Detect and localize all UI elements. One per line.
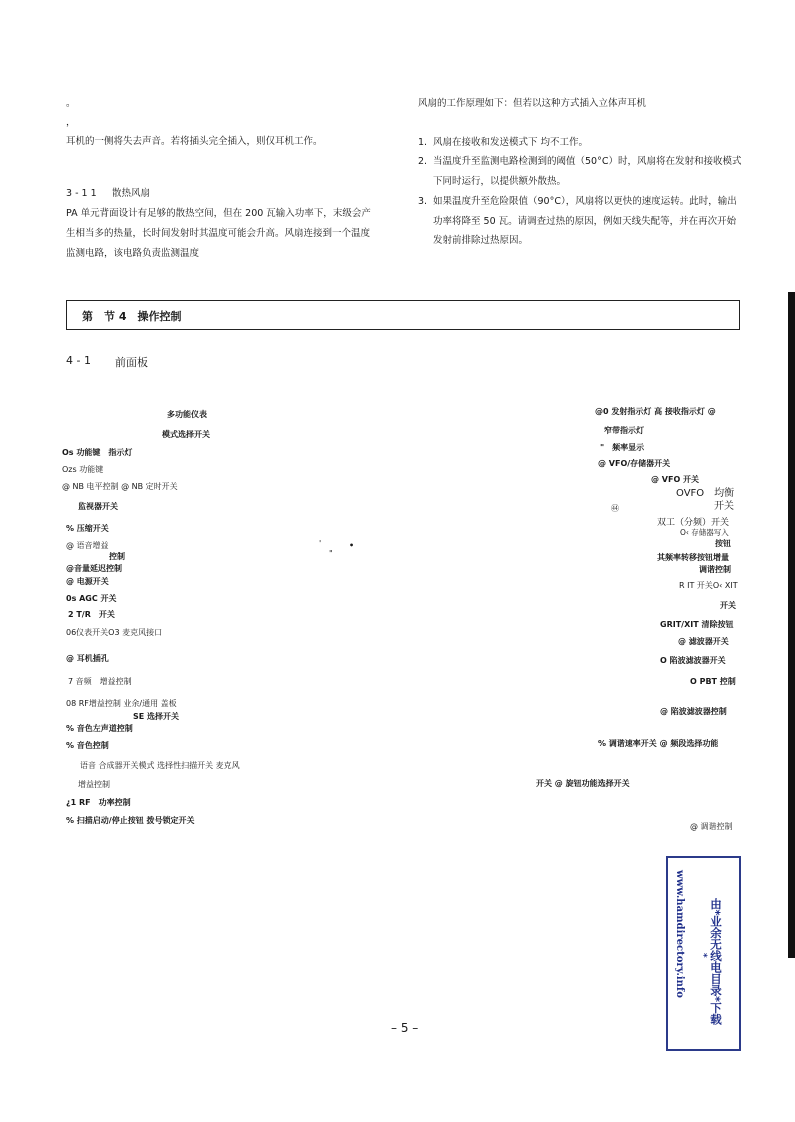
subsection-number: 4 - 1	[66, 354, 91, 367]
stamp-title: 由*业余无线电目录*下载	[709, 898, 723, 1026]
callout-label: @音量延迟控制	[66, 564, 122, 573]
list-number: 2.	[418, 156, 428, 167]
callout-label: 按钮	[715, 539, 731, 548]
callout-label: @ 调谐控制	[690, 822, 733, 831]
callout-label: 控制	[109, 552, 125, 561]
callout-label: Ozs 功能键	[62, 465, 104, 474]
callout-label: 开关	[714, 501, 734, 512]
callout-label: 08 RF增益控制 业余/通用 盖板	[66, 699, 177, 708]
callout-label: % 音色控制	[66, 741, 109, 750]
list-item	[418, 133, 743, 153]
callout-label: @ VFO/存储器开关	[598, 459, 671, 468]
callout-label: O‹ 存储器写入	[680, 528, 729, 537]
callout-label: @ 滤波器开关	[678, 637, 729, 646]
body-text-line: ，	[66, 117, 76, 128]
callout-label: 开关	[720, 601, 736, 610]
callout-label: OVFO 均衡	[676, 488, 735, 499]
callout-label: @0 发射指示灯 高 接收指示灯 @	[595, 407, 716, 416]
body-text-line: 。	[66, 98, 76, 109]
callout-label: ㊹	[611, 504, 619, 513]
callout-label: 双工（分频）开关	[657, 518, 730, 528]
section-title: 第 节 4 操作控制	[82, 310, 182, 323]
callout-label: O 陷波滤波器开关	[660, 656, 726, 665]
stamp-star: *	[698, 953, 708, 958]
stray-mark: "	[329, 549, 333, 558]
callout-label: @ 语音增益	[66, 541, 109, 550]
callout-label: 语音 合成器开关模式 选择性扫描开关 麦克风	[80, 761, 240, 770]
stray-mark: '	[319, 539, 322, 548]
callout-label: 模式选择开关	[162, 430, 210, 439]
callout-label: 窄带指示灯	[604, 426, 644, 435]
callout-label: O PBT 控制	[690, 677, 736, 686]
callout-label: 2 T/R 开关	[68, 610, 115, 619]
callout-label: 0s AGC 开关	[66, 594, 117, 603]
download-stamp	[666, 856, 741, 1051]
callout-label: R IT 开关O‹ XIT	[679, 581, 738, 590]
body-text-line: 生相当多的热量，长时间发射时其温度可能会升高。风扇连接到一个温度	[66, 228, 371, 239]
callout-label: @ 电源开关	[66, 577, 109, 586]
callout-label: Os 功能键 指示灯	[62, 448, 133, 457]
callout-label: 多功能仪表	[167, 410, 207, 419]
callout-label: % 压缩开关	[66, 524, 109, 533]
callout-label: @ VFO 开关	[651, 475, 700, 484]
body-text-line: 耳机的一侧将失去声音。若将插头完全插入，则仅耳机工作。	[66, 136, 323, 147]
list-number: 3.	[418, 196, 428, 207]
list-number: 1.	[418, 137, 428, 148]
callout-label: % 调谐速率开关 @ 频段选择功能	[598, 739, 719, 748]
callout-label: % 音色左声道控制	[66, 724, 133, 733]
callout-label: " 频率显示	[600, 443, 645, 452]
callout-label: @ 耳机插孔	[66, 654, 109, 663]
callout-label: 7 音频 增益控制	[68, 677, 132, 686]
heading-number: 3 - 1 1	[66, 188, 97, 199]
body-text-line: 监测电路，该电路负责监测温度	[66, 248, 200, 259]
list-text: 当温度升至监测电路检测到的阈值（50°C）时，风扇将在发射和接收模式下同时运行，以提供额外散热。	[433, 156, 742, 187]
list-text: 风扇在接收和发送模式下 均不工作。	[433, 137, 589, 148]
stray-mark: •	[349, 541, 355, 550]
list-item	[418, 192, 743, 251]
page-number: – 5 –	[391, 1021, 419, 1035]
callout-label: @ 陷波滤波器控制	[660, 707, 727, 716]
callout-label: 增益控制	[78, 780, 110, 789]
list-text: 如果温度升至危险限值（90°C），风扇将以更快的速度运转。此时，输出功率将降至 50 瓦。请调查过热的原因，例如天线失配等，并在再次开始发射前排除过热原因。	[433, 196, 737, 246]
body-text-line: PA 单元背面设计有足够的散热空间，但在 200 瓦输入功率下，末级会产	[66, 208, 371, 219]
callout-label: 调谐控制	[699, 565, 731, 574]
subsection-title: 前面板	[115, 356, 148, 369]
callout-label: 开关 @ 旋钮功能选择开关	[536, 779, 630, 788]
callout-label: 06仪表开关O3 麦克风接口	[66, 628, 163, 637]
list-item	[418, 152, 743, 191]
section-header	[66, 300, 740, 330]
page-edge-bar	[788, 292, 795, 958]
body-text-line: 风扇的工作原理如下：但若以这种方式插入立体声耳机	[418, 98, 647, 109]
callout-label: SE 选择开关	[133, 712, 180, 721]
stamp-url: www.hamdirectory.info	[674, 870, 685, 998]
callout-label: % 扫描启动/停止按钮 拨号锁定开关	[66, 816, 195, 825]
callout-label: @ NB 电平控制 @ NB 定时开关	[62, 482, 178, 491]
callout-label: 监视器开关	[78, 502, 118, 511]
callout-label: 其频率转移按钮增量	[657, 553, 729, 562]
heading-title: 散热风扇	[112, 188, 151, 199]
callout-label: GRIT/XIT 清除按钮	[660, 620, 734, 629]
callout-label: ¿1 RF 功率控制	[66, 798, 131, 807]
